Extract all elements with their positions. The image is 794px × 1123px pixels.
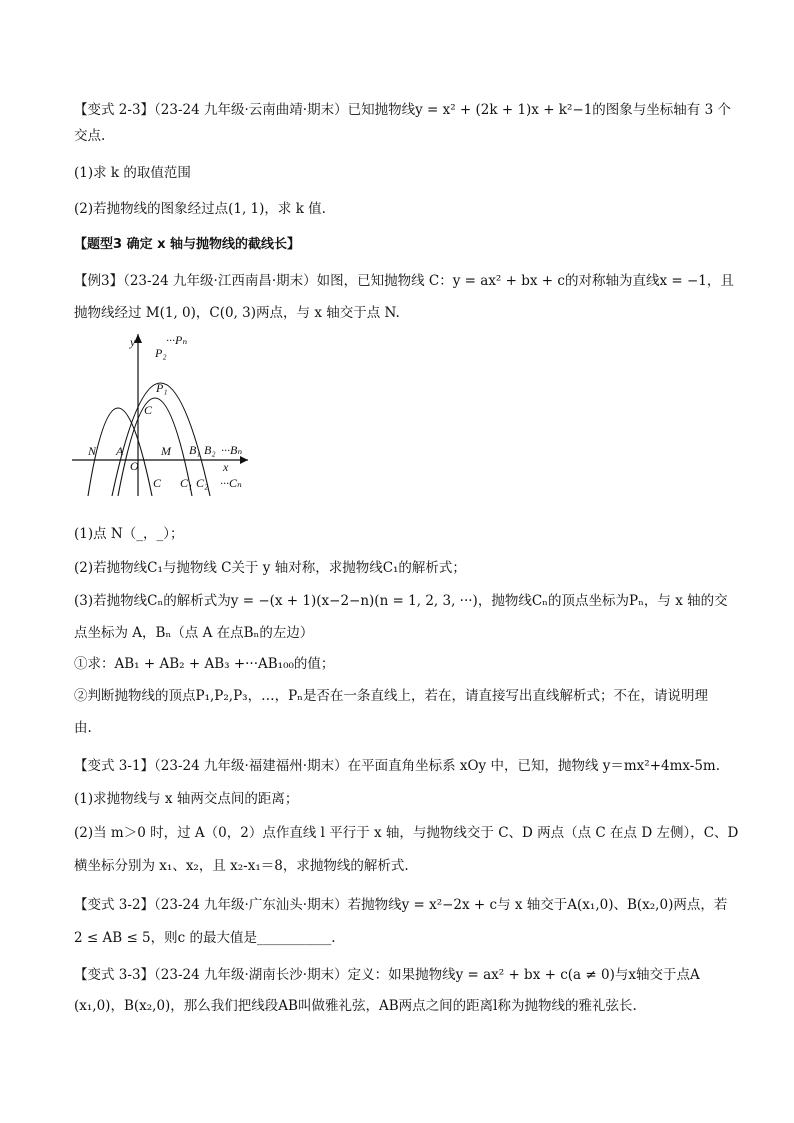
variant-3-3-line-1: 【变式 3-3】（23-24 九年级·湖南长沙·期末）定义：如果抛物线y = ax² + bx + c(a ≠ 0)与x轴交于点A — [74, 967, 700, 983]
label-p1: P₁ — [156, 381, 168, 395]
variant-3-1-question-2-line-1: (2)当 m＞0 时，过 A（0，2）点作直线 l 平行于 x 轴，与抛物线交于 C、D 两点（点 C 在点 D 左侧），C、D — [74, 825, 739, 841]
variant-3-1-question-1: (1)求抛物线与 x 轴两交点间的距离； — [74, 791, 299, 807]
label-c1: C₁ — [180, 476, 193, 490]
example-3-question-3-line-1: (3)若抛物线Cₙ的解析式为y = −(x + 1)(x−2−n)(n = 1, 2, 3, ···)，抛物线Cₙ的顶点坐标为Pₙ，与 x 轴的交 — [74, 593, 728, 609]
variant-3-1-question-2-line-2: 横坐标分别为 x₁、x₂，且 x₂-x₁＝8，求抛物线的解析式. — [74, 858, 409, 874]
variant-3-2-line-1: 【变式 3-2】（23-24 九年级·广东汕头·期末）若抛物线y = x²−2x + c与 x 轴交于A(x₁,0)、B(x₂,0)两点，若 — [74, 897, 728, 913]
parabola-figure — [70, 330, 252, 498]
example-3-line-2: 抛物线经过 M(1, 0)，C(0, 3)两点，与 x 轴交于点 N. — [74, 305, 400, 321]
x-axis-arrow — [240, 456, 248, 464]
label-c-point: C — [144, 403, 153, 417]
example-3-subquestion-2-line-1: ②判断抛物线的顶点P₁,P₂,P₃，…，Pₙ是否在一条直线上，若在，请直接写出直线解析式；不在，请说明理 — [74, 688, 708, 704]
label-n: N — [88, 444, 97, 458]
label-pn: ···Pₙ — [166, 333, 188, 347]
label-bn: ···Bₙ — [221, 443, 243, 457]
label-b2: B₂ — [204, 443, 216, 457]
variant-3-2-line-2: 2 ≤ AB ≤ 5，则c 的最大值是___________. — [74, 930, 336, 946]
variant-3-3-line-2: (x₁,0)，B(x₂,0)，那么我们把线段AB叫做雅礼弦，AB两点之间的距离l称为抛物线的雅礼弦长. — [74, 998, 637, 1014]
example-3-subquestion-2-line-2: 由. — [74, 720, 92, 736]
label-a: A — [116, 444, 124, 458]
variant-2-3-question-1: (1)求 k 的取值范围 — [74, 165, 191, 181]
label-c2: C₂ — [196, 476, 209, 490]
label-c-curve: C — [153, 476, 162, 490]
variant-3-1-line-1: 【变式 3-1】（23-24 九年级·福建福州·期末）在平面直角坐标系 xOy 中，已知，抛物线 y＝mx²+4mx-5m. — [74, 758, 721, 774]
label-cn: ···Cₙ — [220, 476, 242, 490]
variant-2-3-line-2: 交点. — [74, 128, 106, 144]
variant-2-3-question-2: (2)若抛物线的图象经过点(1, 1)，求 k 值. — [74, 201, 326, 217]
example-3-question-3-line-2: 点坐标为 A，Bₙ（点 A 在点Bₙ的左边） — [74, 625, 314, 641]
example-3-subquestion-1: ①求：AB₁ + AB₂ + AB₃ +···AB₁₀₀的值； — [74, 656, 335, 672]
example-3-question-1: (1)点 N（_，_）； — [74, 526, 184, 542]
label-p2: P₂ — [155, 346, 167, 360]
parabola-graph — [70, 330, 252, 498]
variant-2-3-line-1: 【变式 2-3】（23-24 九年级·云南曲靖·期末）已知抛物线y = x² + (2k + 1)x + k²−1的图象与坐标轴有 3 个 — [74, 102, 731, 118]
label-b1: B₁ — [189, 443, 201, 457]
example-3-line-1: 【例3】（23-24 九年级·江西南昌·期末）如图，已知抛物线 C：y = ax² + bx + c的对称轴为直线x = −1，且 — [74, 273, 734, 289]
example-3-question-2: (2)若抛物线C₁与抛物线 C关于 y 轴对称，求抛物线C₁的解析式； — [74, 560, 466, 576]
section-heading-type-3: 【题型3 确定 x 轴与抛物线的截线长】 — [74, 237, 301, 252]
label-m: M — [161, 444, 171, 458]
label-y: y — [130, 335, 136, 349]
label-o: O — [130, 459, 139, 473]
label-x: x — [223, 460, 229, 474]
